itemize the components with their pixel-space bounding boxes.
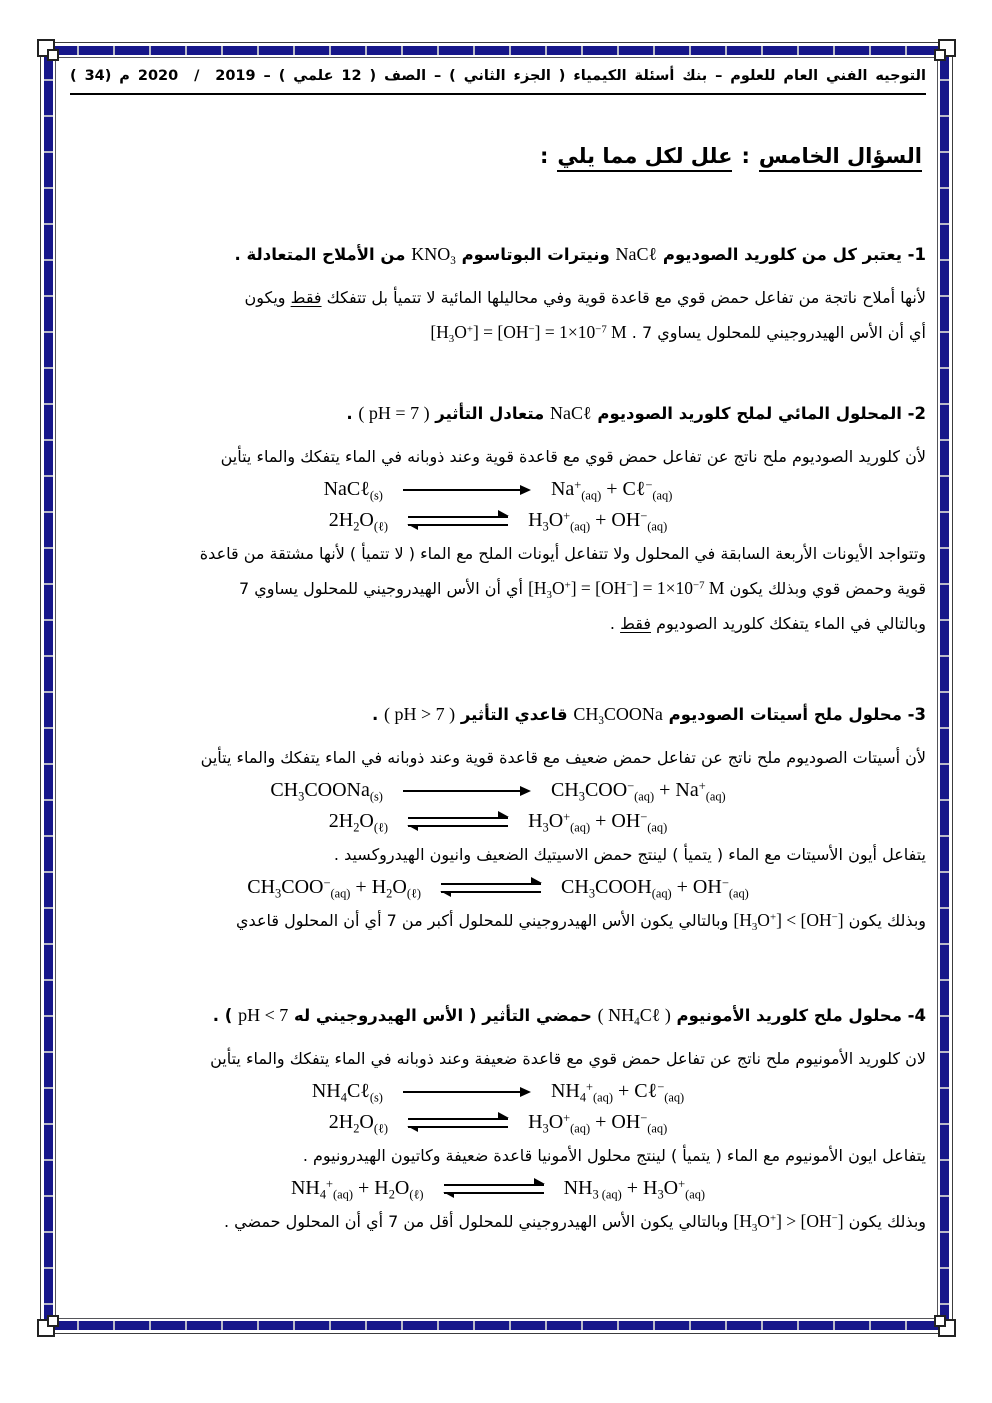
equation-left-side: $NH_4C\ell_{(s)}$: [311, 1080, 383, 1105]
reaction-arrow-icon: [403, 783, 531, 799]
item-4-conclusion-line: وبذلك يكون $[H_3O^+] > [OH^-]$ وبالتالي يكون الأس الهيدروجيني للمحلول أقل من 7 أي أن المحلول حمضي .: [224, 1211, 926, 1234]
question-title-number: السؤال الخامس: [759, 144, 922, 172]
item-3-heading: 3- محلول ملح أسيتات الصوديوم $CH_3COONa$ قاعدي التأثير ( pH > 7 ) .: [372, 704, 926, 727]
equation-right-side: $NH_{3 (aq)} + H_3O^+_{(aq)}$: [563, 1176, 706, 1202]
equation-left-side: $2H_2O_{(\ell)}$: [328, 1111, 389, 1136]
equation-right-side: $Na^+_{(aq)}$ + Cℓ−$_{(aq)}$: [550, 477, 673, 503]
item-2-conclusion-line: وبالتالي في الماء يتفكك كلوريد الصوديوم فقط .: [609, 614, 926, 633]
question-title: [70, 139, 922, 173]
item-2-heading: 2- المحلول المائي لملح كلوريد الصوديوم NaCℓ متعادل التأثير ( pH = 7 ) .: [346, 403, 926, 423]
equation-left-side: $2H_2O_{(\ell)}$: [328, 810, 389, 835]
equation-left-side: $CH_3COONa_{(s)}$: [270, 779, 383, 804]
equation-right-side: $H_3O^+_{(aq)} + OH^-_{(aq)}$: [528, 809, 668, 835]
item-4-heading: 4- محلول ملح كلوريد الأمونيوم ( $NH_4C\ell$ ) حمضي التأثير ( الأس الهيدروجيني له pH < 7 ) .: [212, 1005, 926, 1028]
chemical-equation-water-autoionization: [70, 806, 926, 837]
equilibrium-arrow-icon: [442, 1180, 546, 1198]
document-header: التوجيه الفني العام للعلوم – بنك أسئلة الكيمياء ( الجزء الثاني ) – الصف ( 12 علمي ) – 2019 / 2020 م (34 ): [70, 64, 926, 95]
chemical-equation-water-autoionization: [70, 505, 926, 536]
chemical-equation-water-autoionization: [70, 1107, 926, 1138]
equilibrium-arrow-icon: [439, 879, 543, 897]
equilibrium-arrow-icon: [406, 813, 510, 831]
chemical-equation-nacl-dissociation: [70, 474, 926, 505]
equation-right-side: $H_3O^+_{(aq)} + OH^-_{(aq)}$: [528, 508, 668, 534]
item-2-explanation-line: لأن كلوريد الصوديوم ملح ناتج عن تفاعل حمض قوي مع قاعدة قوية وعند ذوبانه في الماء يتفكك والماء يتأين: [220, 447, 926, 466]
item-4-explanation-line: لان كلوريد الأمونيوم ملح ناتج عن تفاعل حمض قوي مع قاعدة ضعيفة وعند ذوبانه في الماء يتفكك والماء يتأين: [210, 1049, 926, 1068]
chemical-equation-ammonium-chloride-dissociation: [70, 1076, 926, 1107]
equation-right-side: $CH_3COOH_{(aq)} + OH^-_{(aq)}$: [561, 875, 749, 901]
border-top-bar: [43, 46, 950, 55]
reaction-arrow-icon: [403, 482, 531, 498]
equation-left-side: $NH_4^+_{(aq)} + H_2O_{(\ell)}$: [290, 1176, 424, 1202]
chemical-equation-acetate-dissociation: [70, 775, 926, 806]
item-2-explanation-line: وتتواجد الأيونات الأربعة السابقة في المحلول ولا تتفاعل أيونات الملح مع الماء ( لا تتميأ ) لأنها مشتقة من قاعدة: [199, 544, 926, 563]
item-3-conclusion-line: وبذلك يكون $[H_3O^+] < [OH^-]$ وبالتالي يكون الأس الهيدروجيني للمحلول أكبر من 7 أي أن المحلول قاعدي: [236, 910, 926, 933]
equation-right-side: $NH_4^+_{(aq)}$ + Cℓ−$_{(aq)}$: [550, 1079, 685, 1105]
border-corner-ornament: [37, 1317, 57, 1337]
border-corner-ornament: [37, 39, 57, 59]
item-2-formula-line: قوية وحمض قوي وبذلك يكون $[H_3O^+] = [OH^-] = 1\times 10^{-7}$ M أي أن الأس الهيدروجيني للمحلول يساوي 7: [238, 578, 926, 601]
item-3-explanation-line: يتفاعل أيون الأسيتات مع الماء ( يتميأ ) لينتج حمض الاسيتيك الضعيف وانيون الهيدروكسيد .: [333, 845, 926, 864]
question-item-1: [70, 237, 926, 350]
border-left-bar: [44, 45, 53, 1331]
border-corner-ornament: [936, 1317, 956, 1337]
item-1-formula-line: أي أن الأس الهيدروجيني للمحلول يساوي 7 . $[H_3O^+] = [OH^-] = 1\times 10^{-7}$ M: [430, 322, 926, 345]
title-colon: :: [539, 144, 549, 168]
equation-right-side: $CH_3COO^-_{(aq)} + Na^+_{(aq)}$: [550, 778, 726, 804]
item-3-explanation-line: لأن أسيتات الصوديوم ملح ناتج عن تفاعل حمض ضعيف مع قاعدة قوية وعند ذوبانه في الماء يتفكك والماء يتأين: [200, 748, 926, 767]
equation-left-side: $CH_3COO^-_{(aq)} + H_2O_{(\ell)}$: [247, 875, 422, 901]
item-1-heading: 1- يعتبر كل من كلوريد الصوديوم NaCℓ ونيترات البوتاسوم $KNO_3$ من الأملاح المتعادلة .: [234, 244, 926, 267]
chemical-equation-ammonium-hydrolysis: [70, 1173, 926, 1204]
border-corner-ornament: [936, 39, 956, 59]
question-title-text: علل لكل مما يلي: [557, 144, 732, 172]
equilibrium-arrow-icon: [406, 512, 510, 530]
equation-right-side: $H_3O^+_{(aq)} + OH^-_{(aq)}$: [528, 1110, 668, 1136]
question-item-3: [70, 697, 926, 938]
equation-left-side: NaCℓ$_{(s)}$: [323, 478, 383, 503]
equilibrium-arrow-icon: [406, 1114, 510, 1132]
title-colon: :: [741, 144, 750, 168]
item-4-explanation-line: يتفاعل ايون الأمونيوم مع الماء ( يتميأ ) لينتج محلول الأمونيا قاعدة ضعيفة وكاتيون الهيدرونيوم .: [302, 1146, 926, 1165]
item-1-explanation-line: لأنها أملاح ناتجة من تفاعل حمض قوي مع قاعدة قوية وفي محاليلها المائية لا تتميأ بل تتفكك فقط ويكون: [244, 288, 926, 307]
chemical-equation-acetate-hydrolysis: [70, 872, 926, 903]
document-content: [70, 60, 926, 1323]
equation-left-side: $2H_2O_{(\ell)}$: [328, 509, 389, 534]
border-right-bar: [940, 45, 949, 1331]
question-item-2: [70, 396, 926, 641]
question-item-4: [70, 998, 926, 1239]
reaction-arrow-icon: [403, 1084, 531, 1100]
